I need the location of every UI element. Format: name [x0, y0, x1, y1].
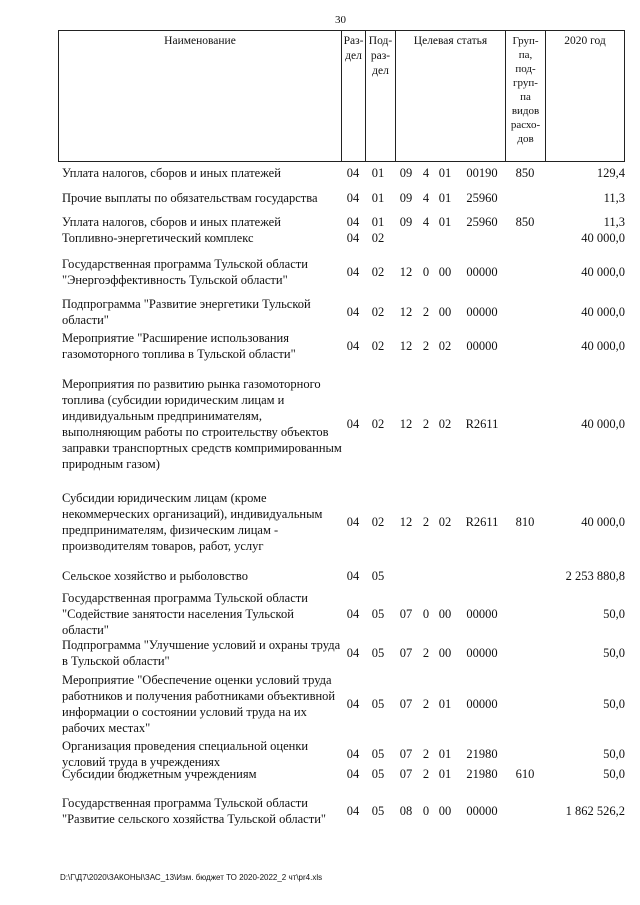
row-code-d: R2611	[465, 515, 499, 529]
row-code-b: 2	[422, 305, 430, 319]
row-name: Уплата налогов, сборов и иных платежей	[62, 215, 281, 229]
header-name: Наименование	[59, 31, 342, 161]
row-code-r: 04	[346, 767, 360, 781]
row-code-a: 12	[399, 305, 413, 319]
row-code-p: 05	[371, 804, 385, 818]
row-code-p: 02	[371, 265, 385, 279]
row-name: Мероприятия по развитию рынка газомоторного топлива (субсидии юридическим лицам и индивидуальным предпринимателям, выполняющим работы по строительству объектов заправки транспортных средств компримированным природным газом)	[62, 377, 342, 471]
row-amount: 50,0	[603, 607, 625, 621]
row-amount: 11,3	[603, 215, 625, 229]
row-code-d: 00000	[466, 305, 498, 319]
row-code-d: 00000	[466, 607, 498, 621]
row-name: Подпрограмма "Развитие энергетики Тульской области"	[62, 297, 311, 327]
row-code-a: 07	[399, 607, 413, 621]
row-name: Государственная программа Тульской области "Содействие занятости населения Тульской области"	[62, 591, 308, 637]
row-amount: 40 000,0	[581, 417, 625, 431]
row-code-a: 07	[399, 697, 413, 711]
row-code-d: 21980	[466, 767, 498, 781]
row-name: Подпрограмма "Улучшение условий и охраны труда в Тульской области"	[62, 638, 341, 668]
row-code-d: R2611	[465, 417, 499, 431]
row-code-p: 05	[371, 747, 385, 761]
row-code-r: 04	[346, 265, 360, 279]
row-code-d: 00000	[466, 265, 498, 279]
row-code-r: 04	[346, 697, 360, 711]
header-target: Целевая статья	[396, 31, 506, 161]
row-code-b: 4	[422, 215, 430, 229]
row-amount: 1 862 526,2	[565, 804, 625, 818]
row-code-a: 07	[399, 646, 413, 660]
row-code-b: 0	[422, 265, 430, 279]
row-code-p: 05	[371, 646, 385, 660]
row-code-b: 2	[422, 697, 430, 711]
row-code-d: 25960	[466, 191, 498, 205]
page-number: 30	[335, 14, 346, 26]
row-code-d: 00000	[466, 804, 498, 818]
row-code-c: 01	[438, 747, 452, 761]
row-code-a: 09	[399, 215, 413, 229]
row-amount: 40 000,0	[581, 515, 625, 529]
row-code-a: 12	[399, 417, 413, 431]
row-code-a: 07	[399, 767, 413, 781]
row-name: Мероприятие "Обеспечение оценки условий труда работников и получения работниками объективной информации о состоянии условий труда на их рабочих местах"	[62, 673, 336, 735]
header-podrazdel: Под- раз- дел	[366, 31, 396, 161]
row-amount: 40 000,0	[581, 305, 625, 319]
row-code-p: 01	[371, 215, 385, 229]
row-name: Субсидии бюджетным учреждениям	[62, 767, 257, 781]
row-code-c: 00	[438, 804, 452, 818]
row-code-r: 04	[346, 231, 360, 245]
row-code-r: 04	[346, 191, 360, 205]
row-code-g: 610	[515, 767, 535, 781]
row-name: Топливно-энергетический комплекс	[62, 231, 254, 245]
row-amount: 40 000,0	[581, 265, 625, 279]
row-amount: 40 000,0	[581, 339, 625, 353]
row-code-a: 08	[399, 804, 413, 818]
row-code-r: 04	[346, 215, 360, 229]
row-amount: 40 000,0	[581, 231, 625, 245]
row-code-b: 2	[422, 646, 430, 660]
row-code-c: 00	[438, 305, 452, 319]
row-code-b: 4	[422, 166, 430, 180]
row-code-c: 02	[438, 515, 452, 529]
row-code-a: 09	[399, 166, 413, 180]
row-code-d: 21980	[466, 747, 498, 761]
row-code-r: 04	[346, 417, 360, 431]
row-code-b: 4	[422, 191, 430, 205]
row-name: Организация проведения специальной оценки условий труда в учреждениях	[62, 739, 309, 769]
row-code-c: 00	[438, 646, 452, 660]
row-name: Уплата налогов, сборов и иных платежей	[62, 166, 281, 180]
row-code-a: 12	[399, 339, 413, 353]
row-code-c: 00	[438, 607, 452, 621]
table-header	[58, 30, 625, 162]
row-code-d: 00000	[466, 697, 498, 711]
row-code-c: 01	[438, 697, 452, 711]
row-code-c: 01	[438, 767, 452, 781]
row-code-a: 12	[399, 265, 413, 279]
row-amount: 50,0	[603, 747, 625, 761]
row-code-b: 0	[422, 804, 430, 818]
row-code-g: 850	[515, 166, 535, 180]
row-amount: 50,0	[603, 697, 625, 711]
row-code-r: 04	[346, 646, 360, 660]
row-code-p: 01	[371, 166, 385, 180]
row-code-r: 04	[346, 607, 360, 621]
row-code-b: 2	[422, 767, 430, 781]
row-code-a: 07	[399, 747, 413, 761]
row-code-d: 00000	[466, 339, 498, 353]
row-name: Субсидии юридическим лицам (кроме некоммерческих организаций), индивидуальным предпринимателям, физическим лицам - производителям товаров, работ, услуг	[62, 491, 323, 553]
row-code-r: 04	[346, 305, 360, 319]
row-name: Государственная программа Тульской области "Развитие сельского хозяйства Тульской области"	[62, 796, 326, 826]
row-code-p: 05	[371, 697, 385, 711]
row-code-c: 01	[438, 191, 452, 205]
row-code-r: 04	[346, 515, 360, 529]
row-code-c: 00	[438, 265, 452, 279]
row-code-b: 2	[422, 339, 430, 353]
row-name: Сельское хозяйство и рыболовство	[62, 569, 248, 583]
row-code-p: 05	[371, 569, 385, 583]
row-code-b: 2	[422, 515, 430, 529]
row-code-a: 12	[399, 515, 413, 529]
row-code-p: 02	[371, 339, 385, 353]
row-code-d: 00190	[466, 166, 498, 180]
row-amount: 2 253 880,8	[565, 569, 625, 583]
row-code-d: 00000	[466, 646, 498, 660]
row-code-c: 02	[438, 339, 452, 353]
header-razdel: Раз- дел	[342, 31, 366, 161]
row-code-g: 810	[515, 515, 535, 529]
row-code-p: 01	[371, 191, 385, 205]
row-code-c: 01	[438, 215, 452, 229]
header-year: 2020 год	[564, 35, 606, 47]
row-amount: 129,4	[596, 166, 625, 180]
row-code-p: 02	[371, 515, 385, 529]
row-code-b: 0	[422, 607, 430, 621]
row-code-p: 05	[371, 607, 385, 621]
header-group: Груп- па, под- груп- па видов расхо- дов	[506, 31, 546, 161]
row-code-r: 04	[346, 339, 360, 353]
row-code-a: 09	[399, 191, 413, 205]
row-code-d: 25960	[466, 215, 498, 229]
row-code-p: 05	[371, 767, 385, 781]
row-name: Государственная программа Тульской области "Энергоэффективность Тульской области"	[62, 257, 308, 287]
file-path: D:\Г\Д7\2020\ЗАКОНЫ\ЗАС_13\Изм. бюджет ТО 2020-2022_2 чт\pr4.xls	[60, 873, 323, 882]
row-code-r: 04	[346, 804, 360, 818]
row-code-r: 04	[346, 747, 360, 761]
row-code-r: 04	[346, 166, 360, 180]
row-code-c: 01	[438, 166, 452, 180]
row-code-g: 850	[515, 215, 535, 229]
row-name: Мероприятие "Расширение использования газомоторного топлива в Тульской области"	[62, 331, 296, 361]
row-amount: 50,0	[603, 646, 625, 660]
row-code-p: 02	[371, 417, 385, 431]
row-code-p: 02	[371, 305, 385, 319]
row-code-c: 02	[438, 417, 452, 431]
row-code-p: 02	[371, 231, 385, 245]
row-name: Прочие выплаты по обязательствам государства	[62, 191, 318, 205]
row-amount: 11,3	[603, 191, 625, 205]
row-code-b: 2	[422, 747, 430, 761]
row-code-r: 04	[346, 569, 360, 583]
row-code-b: 2	[422, 417, 430, 431]
row-amount: 50,0	[603, 767, 625, 781]
